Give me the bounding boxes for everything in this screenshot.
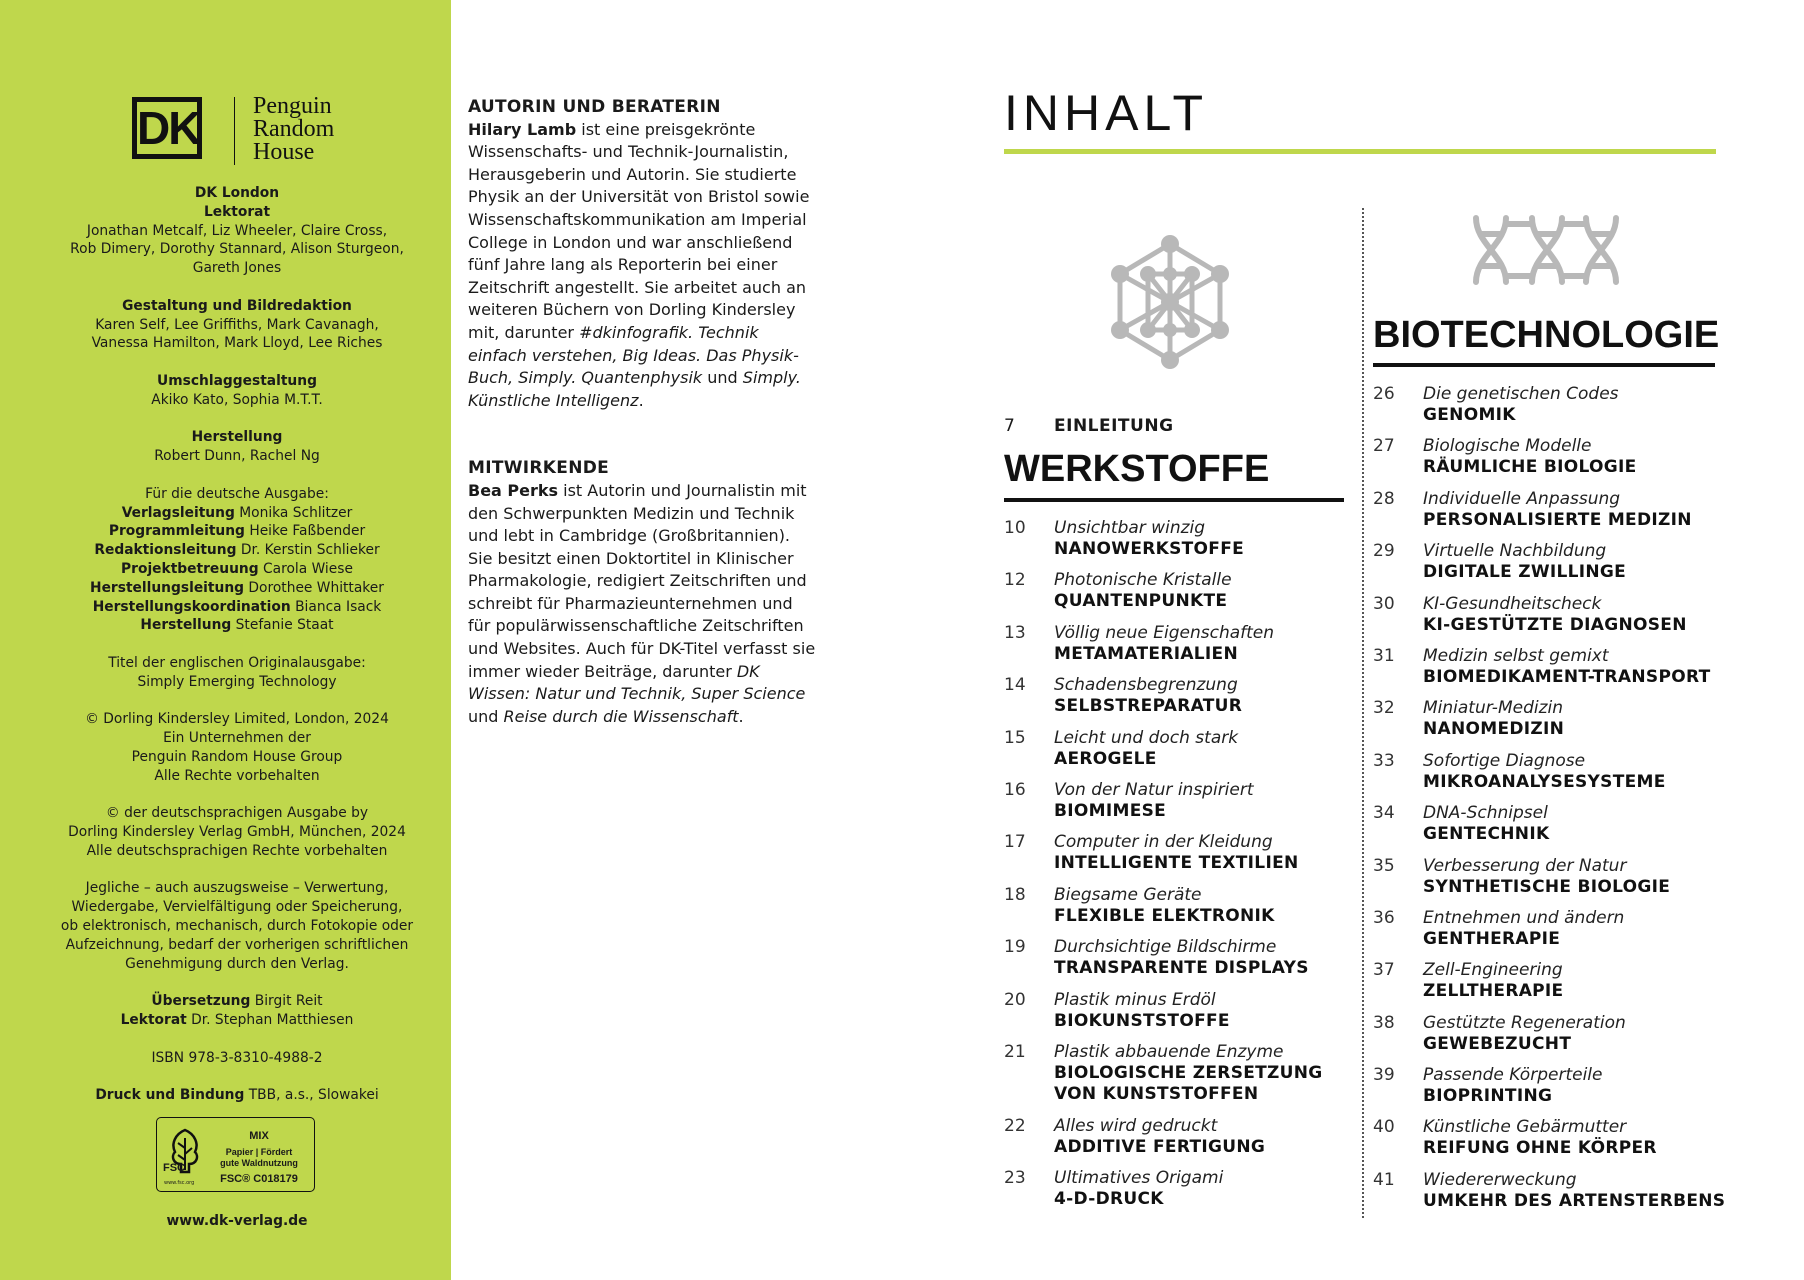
toc-entry-subtitle: Durchsichtige Bildschirme xyxy=(1054,937,1277,958)
imprint-label: Übersetzung xyxy=(151,993,251,1010)
imprint-line xyxy=(60,673,414,692)
imprint-value: Simply Emerging Technology xyxy=(137,673,337,690)
dk-logo: DK xyxy=(132,97,202,159)
contributor-bio-text: . xyxy=(738,706,744,726)
imprint-block xyxy=(60,1086,414,1105)
imprint-value: Vanessa Hamilton, Mark Lloyd, Lee Riches xyxy=(91,335,383,352)
contributor-bio xyxy=(468,480,818,729)
contributor-book-titles: Reise durch die Wissenschaft xyxy=(503,706,739,726)
imprint-line xyxy=(60,203,414,222)
toc-page-number: 35 xyxy=(1373,855,1395,876)
publisher-line: Penguin xyxy=(253,93,332,119)
imprint-line xyxy=(60,579,414,598)
toc-page-number: 34 xyxy=(1373,803,1395,824)
toc-entry-subtitle: Künstliche Gebärmutter xyxy=(1423,1117,1627,1138)
toc-entry-title: VON KUNSTSTOFFEN xyxy=(1054,1083,1259,1104)
toc-page-number: 23 xyxy=(1004,1168,1026,1189)
imprint-value: Ein Unternehmen der xyxy=(163,730,311,747)
imprint-value: Bianca Isack xyxy=(290,598,382,615)
author-bio-text: . xyxy=(638,390,644,410)
imprint-line xyxy=(60,316,414,335)
imprint-value: Penguin Random House Group xyxy=(131,748,343,765)
toc-entry-title: FLEXIBLE ELEKTRONIK xyxy=(1054,905,1275,926)
imprint-line xyxy=(60,654,414,673)
imprint-value: Alle Rechte vorbehalten xyxy=(154,767,320,784)
imprint-line xyxy=(60,485,414,504)
toc-entry-subtitle: Die genetischen Codes xyxy=(1423,384,1619,404)
imprint-line xyxy=(60,447,414,466)
toc-entry-subtitle: Biegsame Geräte xyxy=(1054,884,1202,905)
imprint-line xyxy=(60,616,414,635)
imprint-value: Stefanie Staat xyxy=(231,617,334,634)
toc-entry-subtitle: Sofortige Diagnose xyxy=(1423,750,1586,771)
author-heading: AUTORIN UND BERATERIN xyxy=(468,97,721,117)
toc-entry[interactable] xyxy=(1373,1065,1715,1117)
toc-entry-subtitle: Zell-Engineering xyxy=(1423,960,1563,981)
toc-page-number: 30 xyxy=(1373,593,1395,614)
biotechnologie-heading: BIOTECHNOLOGIE xyxy=(1373,314,1720,356)
toc-entry-title: SELBSTREPARATUR xyxy=(1054,696,1243,717)
toc-entry-title: REIFUNG OHNE KÖRPER xyxy=(1423,1138,1657,1159)
imprint-value: Robert Dunn, Rachel Ng xyxy=(154,448,320,465)
imprint-line xyxy=(60,898,414,917)
toc-entry-subtitle: Von der Natur inspiriert xyxy=(1054,779,1254,800)
imprint-value: Dr. Stephan Matthiesen xyxy=(186,1012,354,1029)
toc-entry-subtitle: KI-Gesundheitscheck xyxy=(1423,593,1602,614)
imprint-line xyxy=(60,955,414,974)
toc-entry[interactable] xyxy=(1373,646,1715,698)
imprint-value: Alle deutschsprachigen Rechte vorbehalten xyxy=(86,842,388,859)
imprint-block xyxy=(60,804,414,860)
toc-page-number: 33 xyxy=(1373,750,1395,771)
imprint-value: TBB, a.s., Slowakei xyxy=(244,1087,379,1104)
imprint-value: Akiko Kato, Sophia M.T.T. xyxy=(151,391,323,408)
toc-entry[interactable] xyxy=(1373,541,1715,593)
imprint-line xyxy=(60,767,414,786)
publisher-logo xyxy=(132,95,352,171)
imprint-label: Verlagsleitung xyxy=(121,504,235,521)
toc-entry-title: KI-GESTÜTZTE DIAGNOSEN xyxy=(1423,614,1687,635)
toc-entry-title: GENTHERAPIE xyxy=(1423,928,1561,949)
toc-entry-subtitle: Biologische Modelle xyxy=(1423,436,1592,457)
contributor-heading: MITWIRKENDE xyxy=(468,458,610,479)
toc-entry[interactable] xyxy=(1373,698,1715,750)
imprint-label: Lektorat xyxy=(203,203,271,220)
imprint-block xyxy=(60,710,414,785)
molecule-icon xyxy=(1108,232,1232,372)
toc-entry-subtitle: Schadensbegrenzung xyxy=(1054,675,1238,696)
imprint-label: Gestaltung und Bildredaktion xyxy=(122,297,352,314)
imprint-value: Dorling Kindersley Verlag GmbH, München, 2024 xyxy=(68,824,406,841)
imprint-value: Für die deutsche Ausgabe: xyxy=(145,485,329,502)
toc-entry[interactable] xyxy=(1373,384,1715,436)
author-book-titles: Simply. Künstliche Intelligenz xyxy=(468,368,801,410)
toc-entry[interactable] xyxy=(1373,594,1715,646)
toc-page-number: 26 xyxy=(1373,384,1395,404)
author-column xyxy=(468,96,818,728)
imprint-line xyxy=(60,297,414,316)
imprint-value: ISBN 978-3-8310-4988-2 xyxy=(151,1049,323,1066)
toc-page-number: 37 xyxy=(1373,960,1395,981)
toc-entry-title: NANOWERKSTOFFE xyxy=(1054,539,1245,559)
imprint-block xyxy=(60,1049,414,1068)
fsc-mark: FSC xyxy=(163,1162,185,1174)
imprint-credits xyxy=(60,184,414,1124)
biotechnologie-rule xyxy=(1373,363,1715,367)
author-bio-text: und xyxy=(702,368,743,388)
fsc-desc-line: gute Waldnutzung xyxy=(220,1158,298,1168)
imprint-label: Herstellungsleitung xyxy=(90,579,245,596)
imprint-line xyxy=(60,879,414,898)
toc-entry[interactable] xyxy=(1373,751,1715,803)
dna-icon xyxy=(1472,214,1620,286)
imprint-line xyxy=(60,842,414,861)
toc-entry-title: GENOMIK xyxy=(1423,405,1516,425)
toc-entry-subtitle: Entnehmen und ändern xyxy=(1423,907,1625,928)
fsc-desc-line: Papier | Fördert xyxy=(225,1147,293,1157)
toc-page-number: 18 xyxy=(1004,884,1026,905)
toc-page-number: 32 xyxy=(1373,698,1395,719)
imprint-label: DK London xyxy=(194,185,280,201)
toc-entry[interactable] xyxy=(1373,1013,1715,1065)
imprint-block xyxy=(60,992,414,1030)
imprint-label: Herstellung xyxy=(140,617,232,634)
toc-entry-title: INTELLIGENTE TEXTILIEN xyxy=(1054,853,1299,874)
toc-page-number: 10 xyxy=(1004,518,1026,538)
logo-divider xyxy=(234,97,235,165)
toc-entry-subtitle: DNA-Schnipsel xyxy=(1423,803,1548,824)
toc-entry-subtitle: Individuelle Anpassung xyxy=(1423,488,1621,509)
werkstoffe-heading: WERKSTOFFE xyxy=(1004,448,1270,490)
toc-entry-subtitle: Photonische Kristalle xyxy=(1054,570,1232,591)
toc-entry-subtitle: Verbesserung der Natur xyxy=(1423,855,1627,876)
imprint-line xyxy=(60,222,414,241)
toc-page-number: 41 xyxy=(1373,1169,1395,1190)
imprint-block xyxy=(60,485,414,635)
imprint-line xyxy=(60,372,414,391)
imprint-block xyxy=(60,297,414,353)
publisher-url[interactable]: www.dk-verlag.de xyxy=(166,1213,308,1229)
contributor-bio-text: ist Autorin und Journalistin mit den Schwerpunkten Medizin und Technik und lebt in Cambridge (Großbritannien). Sie besitzt einen Doktortitel in Klinischer Pharmakologie, redigiert Zeitschriften und schreibt für Pharmazieunternehmen und für populärwissenschaftliche Zeitschriften und Websites. Auch für DK-Titel verfasst sie immer wieder Beiträge, darunter xyxy=(468,480,816,681)
imprint-value: Dorothee Whittaker xyxy=(244,579,384,596)
toc-entry[interactable] xyxy=(1373,803,1715,855)
imprint-value: Dr. Kerstin Schlieker xyxy=(236,542,380,559)
toc-entry[interactable] xyxy=(1373,960,1715,1012)
toc-entry[interactable] xyxy=(1004,1168,1344,1220)
toc-page-number: 27 xyxy=(1373,436,1395,457)
fsc-mix: MIX xyxy=(249,1130,269,1142)
toc-entry-subtitle: Medizin selbst gemixt xyxy=(1423,645,1609,666)
imprint-value: © Dorling Kindersley Limited, London, 2024 xyxy=(85,711,389,728)
column-divider xyxy=(1362,208,1364,1218)
toc-entry-title: TRANSPARENTE DISPLAYS xyxy=(1054,958,1309,979)
imprint-line xyxy=(60,259,414,278)
toc-page-number: 7 xyxy=(1004,416,1015,436)
toc-entry[interactable] xyxy=(1004,990,1344,1042)
publisher-line: Random xyxy=(253,116,335,142)
toc-entry[interactable] xyxy=(1373,489,1715,541)
imprint-value: Wiedergabe, Vervielfältigung oder Speicherung, xyxy=(71,899,403,916)
toc-entry[interactable] xyxy=(1373,436,1715,488)
toc-entry[interactable] xyxy=(1004,728,1344,780)
contributor-bio-text: und xyxy=(468,706,504,726)
fsc-description xyxy=(209,1147,309,1169)
imprint-value: Carola Wiese xyxy=(258,560,353,577)
imprint-block xyxy=(60,879,414,973)
toc-entry-subtitle: Ultimatives Origami xyxy=(1054,1168,1224,1189)
toc-page-number: 14 xyxy=(1004,675,1026,696)
toc-entry-title: BIOMEDIKAMENT-TRANSPORT xyxy=(1423,666,1711,687)
toc-entry-title: SYNTHETISCHE BIOLOGIE xyxy=(1423,876,1671,897)
imprint-line xyxy=(60,917,414,936)
imprint-value: ob elektronisch, mechanisch, durch Fotokopie oder xyxy=(60,918,414,935)
toc-entry[interactable] xyxy=(1004,1116,1344,1168)
imprint-line xyxy=(60,334,414,353)
toc-entry-title: PERSONALISIERTE MEDIZIN xyxy=(1423,509,1692,530)
imprint-value: Rob Dimery, Dorothy Stannard, Alison Sturgeon, xyxy=(70,241,404,258)
imprint-line xyxy=(60,240,414,259)
imprint-line xyxy=(60,936,414,955)
toc-entry[interactable] xyxy=(1004,675,1344,727)
imprint-value: Monika Schlitzer xyxy=(234,504,353,521)
toc-entry-title: NANOMEDIZIN xyxy=(1423,719,1565,740)
imprint-value: © der deutschsprachigen Ausgabe by xyxy=(105,805,369,822)
author-bio xyxy=(468,119,818,413)
toc-page-number: 19 xyxy=(1004,937,1026,958)
toc-entry-title: GEWEBEZUCHT xyxy=(1423,1033,1572,1054)
imprint-label: Programmleitung xyxy=(108,523,245,540)
toc-page-number: 29 xyxy=(1373,541,1395,562)
imprint-value: Birgit Reit xyxy=(250,993,323,1010)
publisher-line: House xyxy=(253,139,315,165)
toc-page-number: 36 xyxy=(1373,907,1395,928)
fsc-org: www.fsc.org xyxy=(164,1180,195,1186)
toc-intro-title: EINLEITUNG xyxy=(1054,416,1174,436)
imprint-line xyxy=(60,184,414,203)
toc-entry[interactable] xyxy=(1004,570,1344,622)
toc-entry-title: AEROGELE xyxy=(1054,748,1157,769)
author-book-titles: #dkinfografik. Technik einfach verstehen, Big Ideas. Das Physik-Buch, Simply. Quantenphysik xyxy=(468,322,799,388)
toc-page-number: 17 xyxy=(1004,832,1026,853)
toc-entry-title: DIGITALE ZWILLINGE xyxy=(1423,562,1627,583)
toc-page-number: 16 xyxy=(1004,779,1026,800)
imprint-value: Heike Faßbender xyxy=(244,523,366,540)
imprint-label: Druck und Bindung xyxy=(95,1087,245,1104)
toc-entry-title: RÄUMLICHE BIOLOGIE xyxy=(1423,457,1637,478)
toc-entry-title: UMKEHR DES ARTENSTERBENS xyxy=(1423,1190,1726,1211)
toc-entry-title: 4-D-DRUCK xyxy=(1054,1189,1164,1210)
imprint-label: Herstellung xyxy=(191,429,283,446)
toc-entry[interactable] xyxy=(1004,885,1344,937)
imprint-line xyxy=(60,428,414,447)
toc-page-number: 38 xyxy=(1373,1012,1395,1033)
toc-entry-title: ZELLTHERAPIE xyxy=(1423,981,1564,1002)
toc-intro[interactable] xyxy=(1004,416,1344,440)
imprint-panel xyxy=(0,0,451,1280)
toc-entry-title: BIOPRINTING xyxy=(1423,1086,1553,1107)
biotechnologie-list xyxy=(1373,384,1726,1222)
toc-entry-title: METAMATERIALIEN xyxy=(1054,643,1238,664)
toc-entry[interactable] xyxy=(1004,1042,1344,1116)
toc-page-number: 15 xyxy=(1004,727,1026,748)
fsc-tree-icon xyxy=(165,1126,205,1184)
imprint-line xyxy=(60,541,414,560)
toc-page-number: 31 xyxy=(1373,645,1395,666)
imprint-block xyxy=(60,654,414,692)
imprint-line xyxy=(60,823,414,842)
toc-entry-subtitle: Plastik abbauende Enzyme xyxy=(1054,1041,1284,1062)
imprint-value: Jegliche – auch auszugsweise – Verwertung, xyxy=(85,880,389,897)
werkstoffe-rule xyxy=(1004,498,1344,502)
imprint-line xyxy=(60,1011,414,1030)
toc-entry-subtitle: Plastik minus Erdöl xyxy=(1054,989,1216,1010)
toc-entry[interactable] xyxy=(1004,518,1344,570)
toc-entry-title: ADDITIVE FERTIGUNG xyxy=(1054,1136,1266,1157)
toc-entry-subtitle: Computer in der Kleidung xyxy=(1054,832,1273,853)
toc-page-number: 12 xyxy=(1004,570,1026,591)
imprint-line xyxy=(60,598,414,617)
toc-entry-subtitle: Virtuelle Nachbildung xyxy=(1423,541,1607,562)
toc-page-number: 21 xyxy=(1004,1041,1026,1062)
toc-entry[interactable] xyxy=(1004,832,1344,884)
toc-entry-title: BIOKUNSTSTOFFE xyxy=(1054,1010,1230,1031)
contributor-book-titles: DK Wissen: Natur und Technik, Super Science xyxy=(468,661,806,704)
toc-page-number: 28 xyxy=(1373,488,1395,509)
toc-page-number: 40 xyxy=(1373,1117,1395,1138)
toc-entry-title: QUANTENPUNKTE xyxy=(1054,591,1228,612)
author-name: Hilary Lamb xyxy=(468,119,577,139)
toc-entry-subtitle: Passende Körperteile xyxy=(1423,1065,1603,1086)
fsc-label xyxy=(156,1117,315,1192)
imprint-block xyxy=(60,372,414,410)
toc-entry-subtitle: Miniatur-Medizin xyxy=(1423,698,1564,719)
imprint-label: Redaktionsleitung xyxy=(94,542,237,559)
toc-entry[interactable] xyxy=(1373,1169,1726,1222)
imprint-line xyxy=(60,748,414,767)
imprint-value: Karen Self, Lee Griffiths, Mark Cavanagh, xyxy=(95,316,379,333)
imprint-block xyxy=(60,428,414,466)
toc-entry-subtitle: Gestützte Regeneration xyxy=(1423,1012,1626,1033)
imprint-value: Genehmigung durch den Verlag. xyxy=(125,955,349,972)
imprint-line xyxy=(60,804,414,823)
toc-entry[interactable] xyxy=(1373,856,1715,908)
toc-entry-subtitle: Unsichtbar winzig xyxy=(1054,518,1206,538)
toc-page-number: 20 xyxy=(1004,989,1026,1010)
author-bio-text: ist eine preisgekrönte Wissenschafts- und Technik-Journalistin, Herausgeberin und Autorin. Sie studierte Physik an der Universität von Bristol sowie Wissenschaftskommunikation am Imperial College in London und war anschließend fünf Jahre lang als Reporterin bei einer Zeitschrift angestellt. Sie arbeitet auch an weiteren Büchern von Dorling Kindersley mit, darunter xyxy=(468,119,810,342)
imprint-line xyxy=(60,710,414,729)
toc-entry[interactable] xyxy=(1373,908,1715,960)
imprint-block xyxy=(60,184,414,278)
imprint-label: Lektorat xyxy=(120,1012,187,1029)
toc-page-number: 13 xyxy=(1004,622,1026,643)
imprint-line xyxy=(60,729,414,748)
imprint-line xyxy=(60,522,414,541)
toc-entry-subtitle: Wiedererweckung xyxy=(1423,1169,1577,1190)
imprint-line xyxy=(60,992,414,1011)
werkstoffe-list xyxy=(1004,518,1344,1221)
toc-entry-title: GENTECHNIK xyxy=(1423,824,1550,845)
fsc-code: FSC® C018179 xyxy=(220,1173,298,1185)
imprint-value: Gareth Jones xyxy=(192,260,282,277)
contributor-name: Bea Perks xyxy=(468,480,559,500)
toc-entry-title: BIOLOGISCHE ZERSETZUNG xyxy=(1054,1062,1323,1083)
toc-entry[interactable] xyxy=(1004,623,1344,675)
imprint-line xyxy=(60,1086,414,1105)
toc-entry[interactable] xyxy=(1373,1117,1715,1169)
toc-entry-title: BIOMIMESE xyxy=(1054,800,1167,821)
imprint-line xyxy=(60,504,414,523)
imprint-line xyxy=(60,391,414,410)
toc-page-number: 39 xyxy=(1373,1065,1395,1086)
toc-entry[interactable] xyxy=(1004,937,1344,989)
toc-entry-subtitle: Leicht und doch stark xyxy=(1054,727,1239,748)
toc-entry-subtitle: Völlig neue Eigenschaften xyxy=(1054,622,1275,643)
imprint-value: Jonathan Metcalf, Liz Wheeler, Claire Cross, xyxy=(86,222,388,239)
contents-title-rule xyxy=(1004,149,1716,154)
imprint-line xyxy=(60,1049,414,1068)
imprint-value: Aufzeichnung, bedarf der vorherigen schriftlichen xyxy=(65,936,409,953)
toc-entry[interactable] xyxy=(1004,780,1344,832)
imprint-label: Herstellungskoordination xyxy=(92,598,291,615)
contents-title: INHALT xyxy=(1004,85,1209,141)
toc-entry-subtitle: Alles wird gedruckt xyxy=(1054,1115,1218,1136)
imprint-line xyxy=(60,560,414,579)
toc-page-number: 22 xyxy=(1004,1115,1026,1136)
toc-entry-title: MIKROANALYSESYSTEME xyxy=(1423,771,1666,792)
imprint-label: Projektbetreuung xyxy=(121,560,259,577)
publisher-name xyxy=(253,95,383,164)
imprint-label: Umschlaggestaltung xyxy=(157,372,317,389)
imprint-value: Titel der englischen Originalausgabe: xyxy=(108,654,366,671)
